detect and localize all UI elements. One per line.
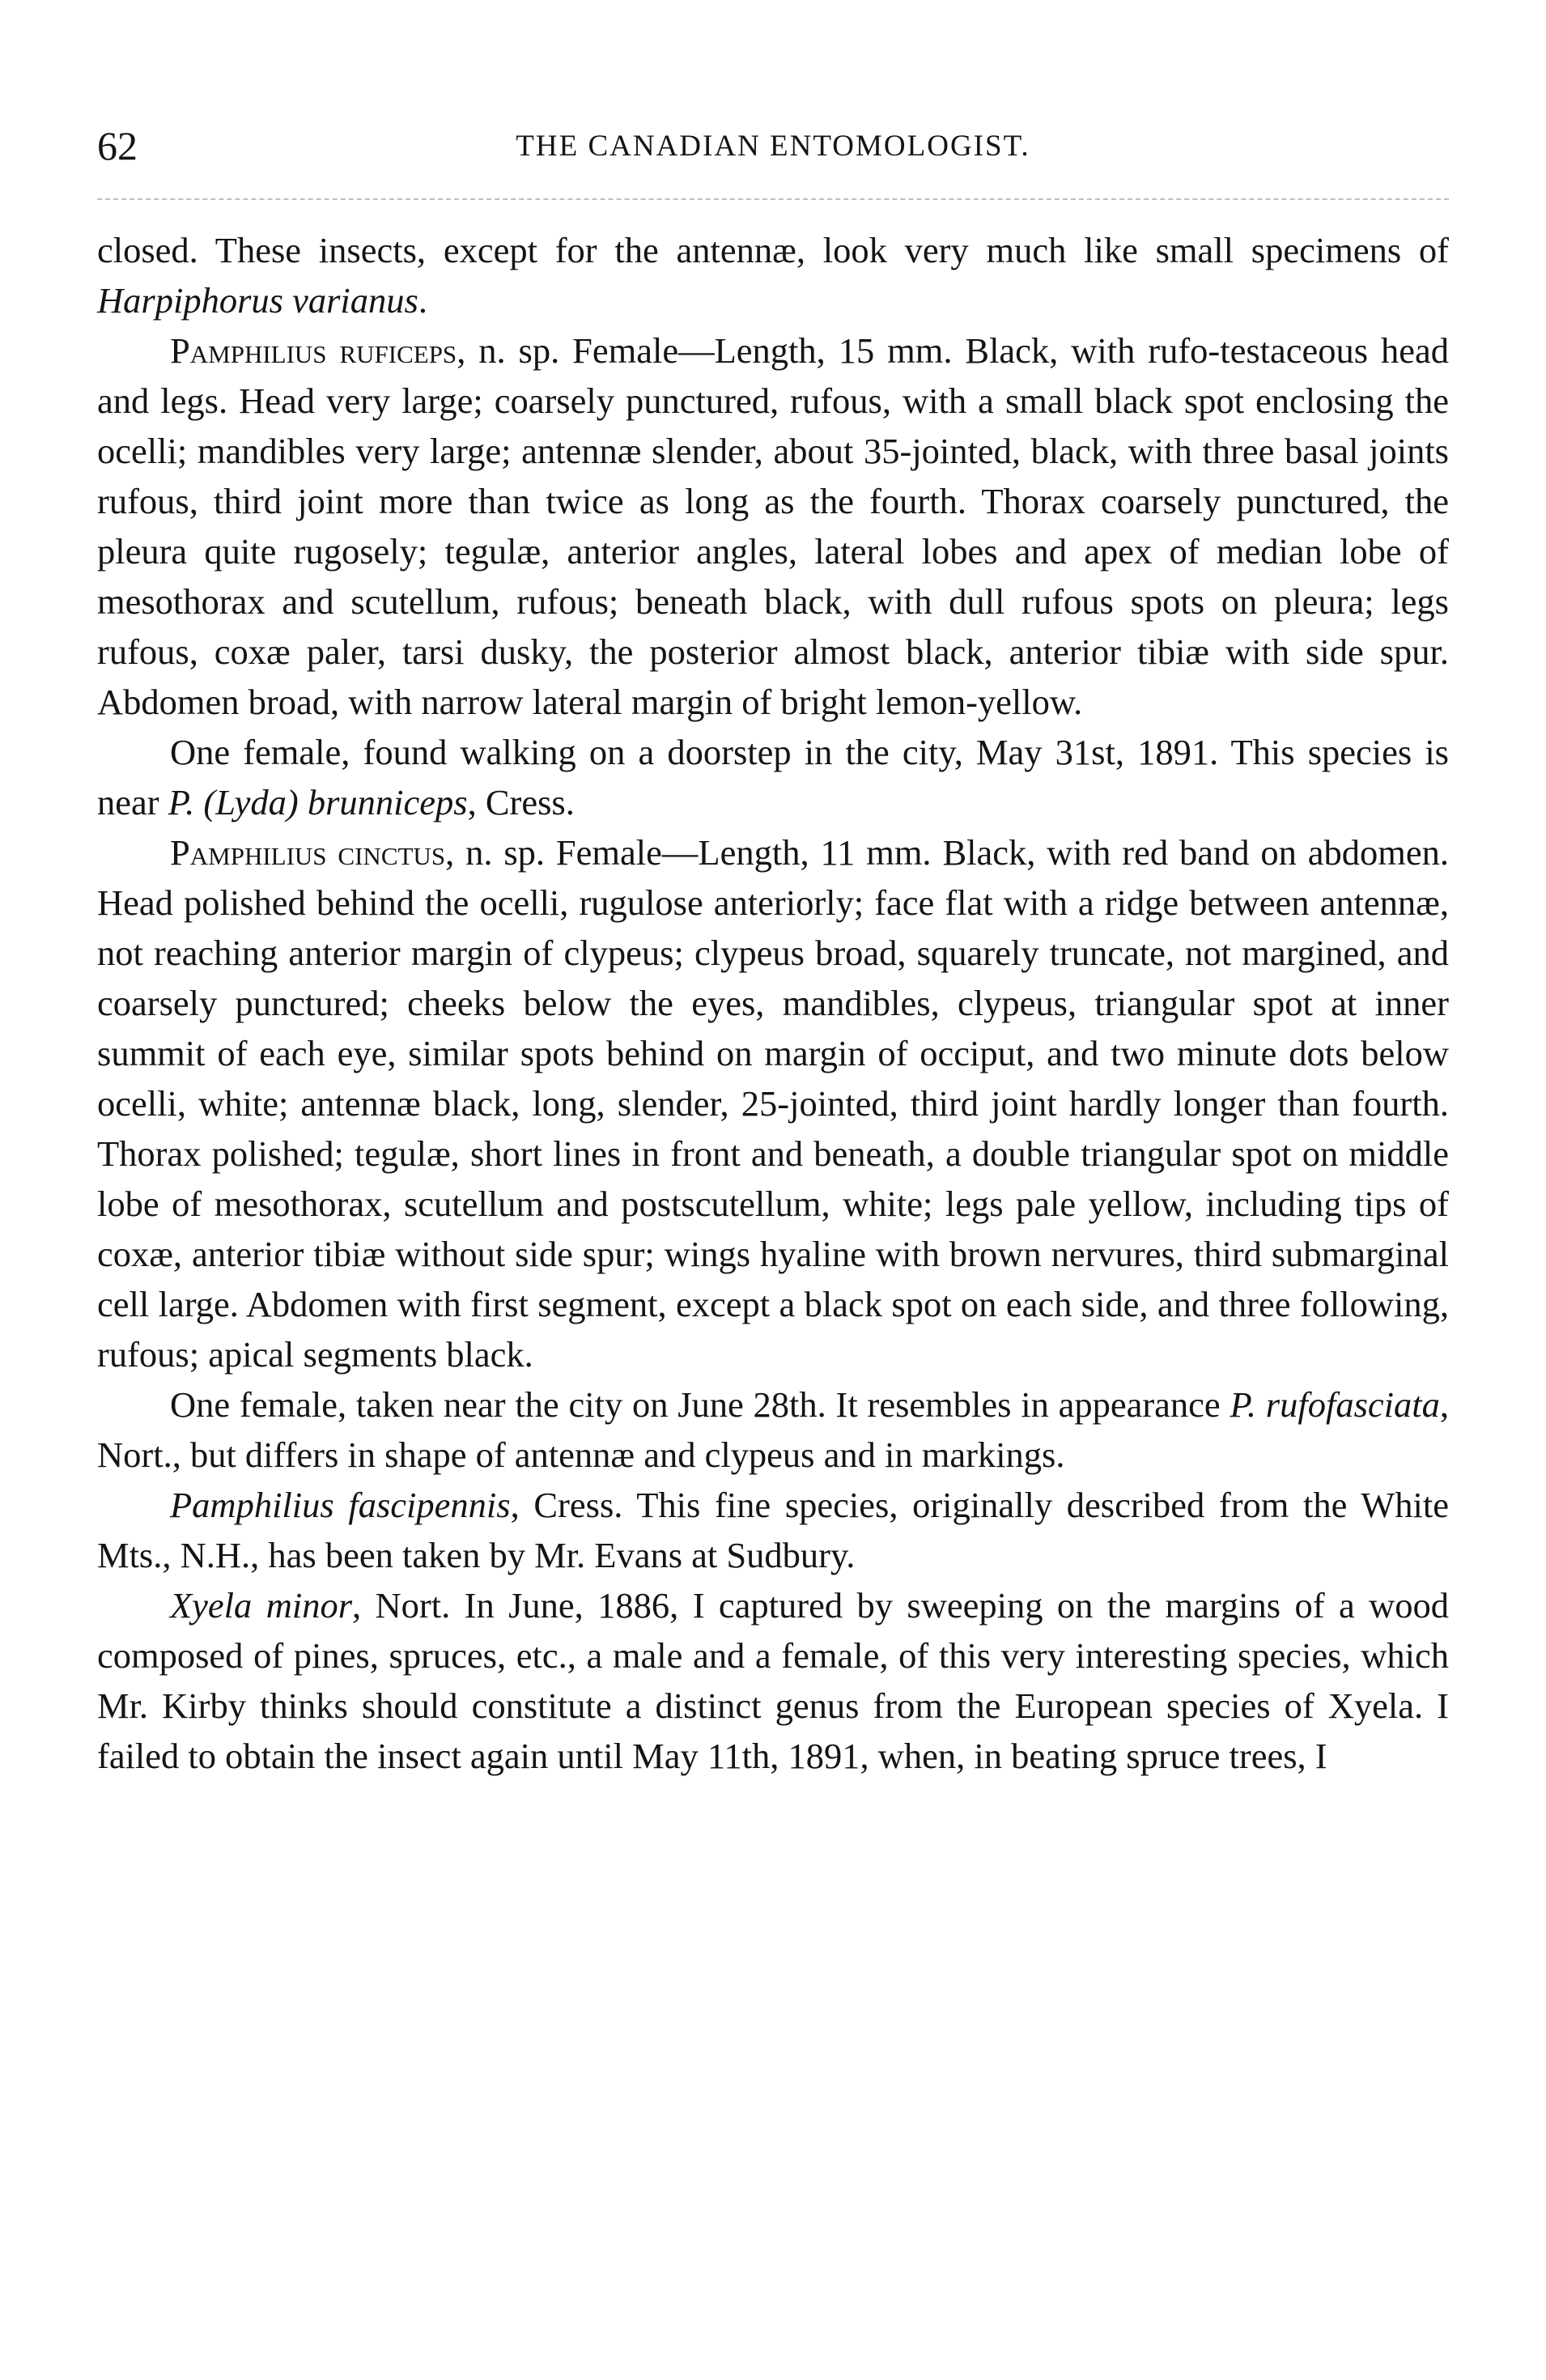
taxon-name: P. rufofasciata <box>1230 1384 1440 1425</box>
taxon-name: P. (Lyda) brunniceps <box>168 782 468 822</box>
paragraph-ruficeps-record <box>97 727 1449 827</box>
page-number: 62 <box>97 123 138 168</box>
taxon-name: Pamphilius fascipennis <box>170 1485 511 1525</box>
paragraph-text: One female, taken near the city on June 28th. It resembles in appearance <box>170 1384 1230 1425</box>
article-body <box>97 225 1449 1781</box>
paragraph-text: , n. sp. Female—Length, 15 mm. Black, with rufo-testaceous head and legs. Head very large; coarsely punctured, rufous, with a small black spot enclosing the ocelli; mandibles very large; antennæ slender, about 35-jointed, black, with three basal joints rufous, third joint more than twice as long as the fourth. Thorax coarsely punctured, the pleura quite rugosely; tegulæ, anterior angles, lateral lobes and apex of median lobe of mesothorax and scutellum, rufous; beneath black, with dull rufous spots on pleura; legs rufous, coxæ paler, tarsi dusky, the posterior almost black, anterior tibiæ with side spur. Abdomen broad, with narrow lateral margin of bright lemon-yellow. <box>97 330 1450 722</box>
paragraph-text: One female, found walking on a doorstep in the city, May 31st, 1891. This species is near <box>97 732 1449 822</box>
paragraph-cinctus-record <box>97 1379 1449 1480</box>
paragraph-ruficeps-description <box>97 325 1449 727</box>
taxon-name: Xyela minor <box>170 1585 353 1626</box>
paragraph-text: , Nort., but differs in shape of antennæ and clypeus and in markings. <box>97 1384 1449 1475</box>
running-title: THE CANADIAN ENTOMOLOGIST. <box>516 130 1030 163</box>
taxon-name: Harpiphorus varianus <box>97 280 418 321</box>
paragraph-text: , Cress. <box>467 782 575 822</box>
paragraph-text: , n. sp. Female—Length, 11 mm. Black, with red band on abdomen. Head polished behind the ocelli, rugulose anteriorly; face flat with a ridge between antennæ, not reaching anterior margin of clypeus; clypeus broad, squarely truncate, not margined, and coarsely punctured; cheeks below the eyes, mandibles, clypeus, triangular spot at inner summit of each eye, similar spots behind on margin of occiput, and two minute dots below ocelli, white; antennæ black, long, slender, 25-jointed, third joint hardly longer than fourth. Thorax polished; tegulæ, short lines in front and beneath, a double triangular spot on middle lobe of mesothorax, scutellum and postscutellum, white; legs pale yellow, including tips of coxæ, anterior tibiæ without side spur; wings hyaline with brown nervures, third submarginal cell large. Abdomen with first segment, except a black spot on each side, and three following, rufous; apical segments black. <box>97 832 1449 1375</box>
page-header <box>97 121 1449 178</box>
paragraph-text: . <box>418 280 427 321</box>
paragraph-text: , Nort. In June, 1886, I captured by sweeping on the margins of a wood composed of pines, spruces, etc., a male and a female, of this very interesting species, which Mr. Kirby thinks should constitute a distinct genus from the European species of Xyela. I failed to obtain the insect again until May 11th, 1891, when, in beating spruce trees, I <box>97 1585 1449 1776</box>
header-rule <box>97 198 1449 200</box>
paragraph-text: , Cress. This fine species, originally described from the White Mts., N.H., has been taken by Mr. Evans at Sudbury. <box>97 1485 1449 1575</box>
paragraph-fascipennis <box>97 1480 1449 1580</box>
paragraph-text: closed. These insects, except for the antennæ, look very much like small specimens of <box>97 230 1449 270</box>
species-heading: Pamphilius cinctus <box>170 832 446 873</box>
journal-page <box>97 0 1449 2380</box>
paragraph-xyela-minor <box>97 1580 1449 1781</box>
paragraph-closing <box>97 225 1449 325</box>
species-heading: Pamphilius ruficeps <box>170 330 457 371</box>
paragraph-cinctus-description <box>97 827 1449 1379</box>
